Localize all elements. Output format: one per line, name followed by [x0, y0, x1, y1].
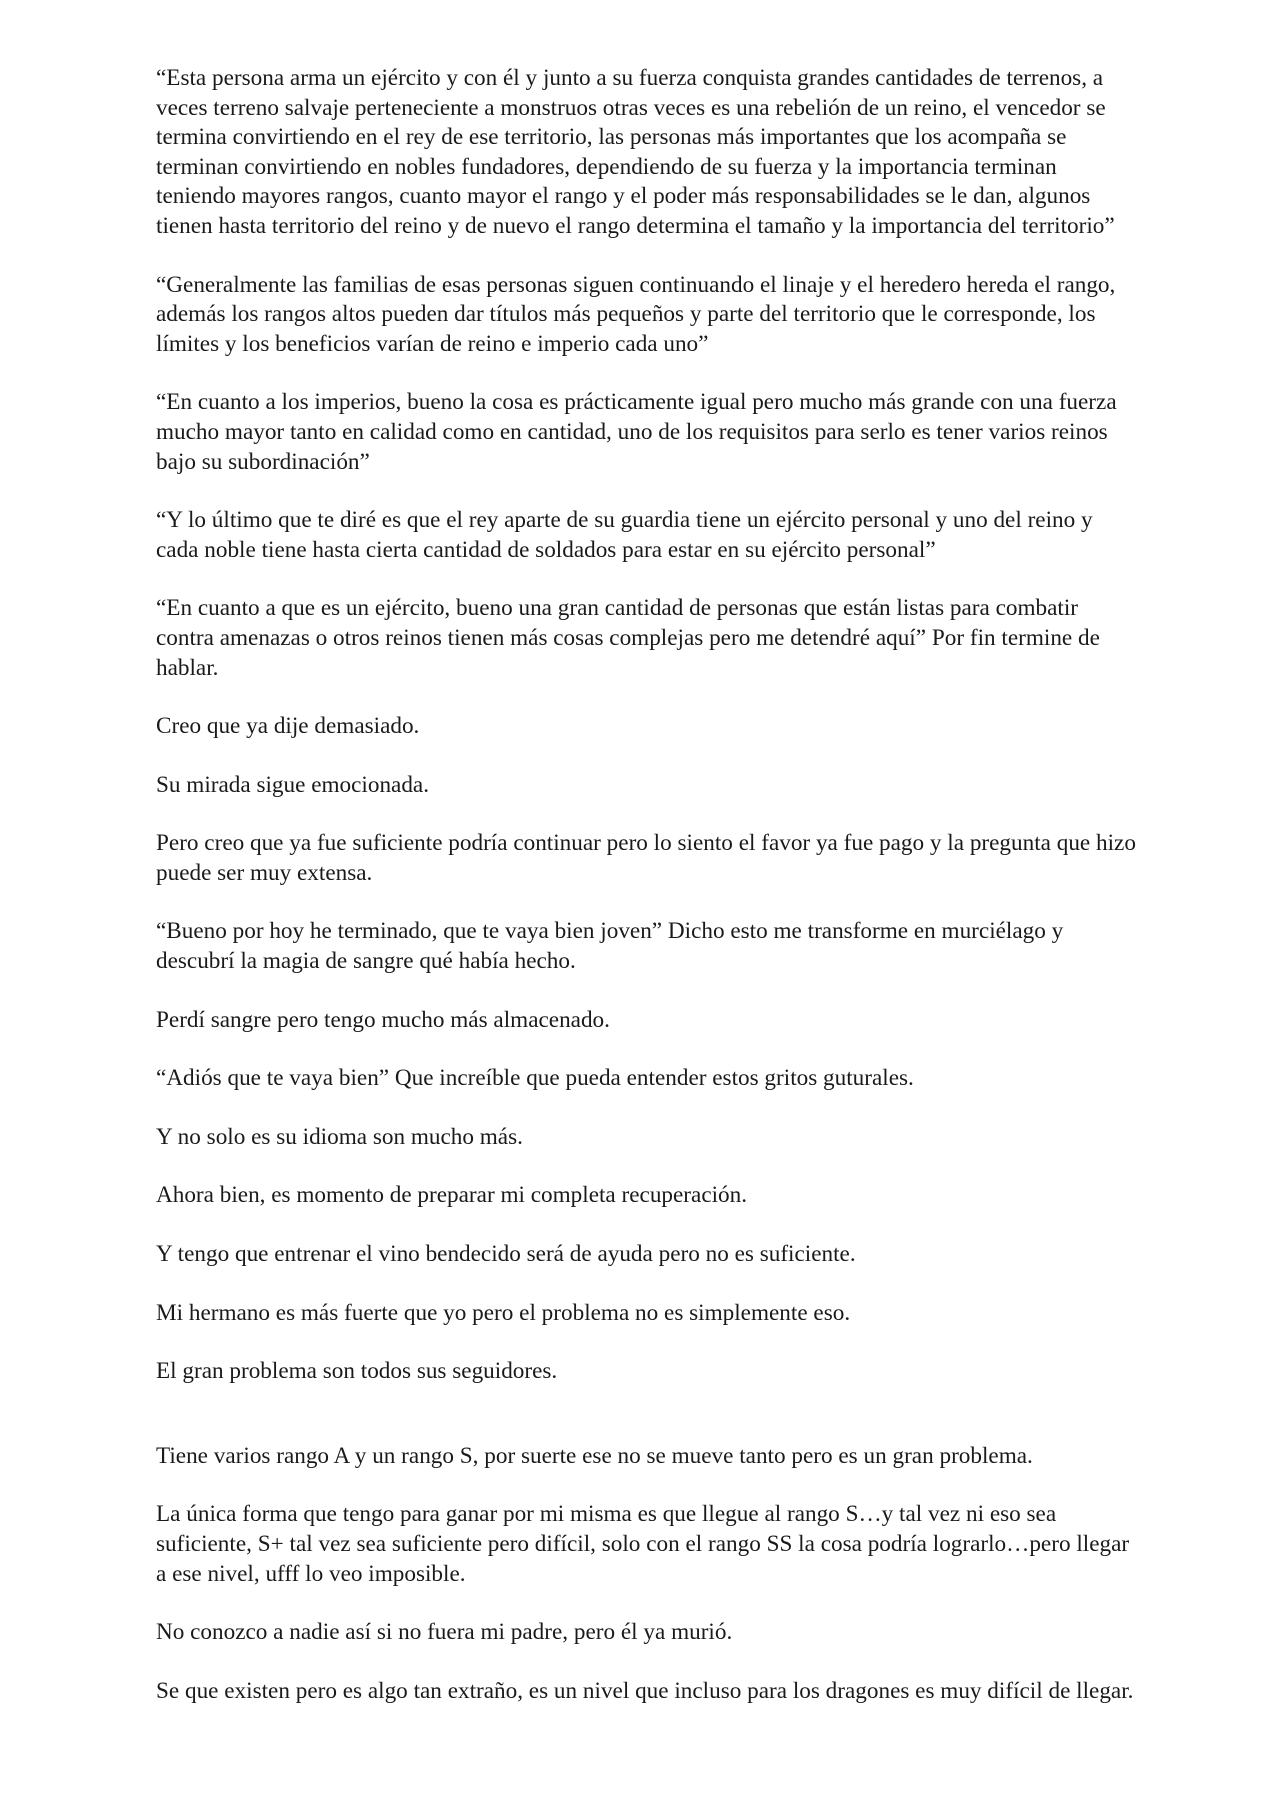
paragraph: Y tengo que entrenar el vino bendecido será de ayuda pero no es suficiente. — [156, 1241, 856, 1268]
paragraph: “Adiós que te vaya bien” Que increíble que pueda entender estos gritos guturales. — [156, 1065, 914, 1092]
paragraph: Se que existen pero es algo tan extraño, es un nivel que incluso para los dragones es muy difícil de llegar. — [156, 1677, 1134, 1704]
paragraph: El gran problema son todos sus seguidores. — [156, 1358, 558, 1385]
paragraph: La única forma que tengo para ganar por mi misma es que llegue al rango S…y tal vez ni eso sea suficiente, S+ tal vez sea suficiente pero difícil, solo con el rango SS la cosa podría lograrlo…pero llegar a ese nivel, ufff lo veo imposible. — [156, 1501, 1130, 1587]
paragraph: “Esta persona arma un ejército y con él y junto a su fuerza conquista grandes cantidades de terrenos, a veces terreno salvaje perteneciente a monstruos otras veces es una rebelión de un reino, el vencedor se termina convirtiendo en el rey de ese territorio, las personas más importantes que los acompaña se terminan convirtiendo en nobles fundadores, dependiendo de su fuerza y la importancia terminan teniendo mayores rangos, cuanto mayor el rango y el poder más responsabilidades se le dan, algunos tienen hasta territorio del reino y de nuevo el rango determina el tamaño y la importancia del territorio” — [156, 65, 1115, 239]
paragraph: Tiene varios rango A y un rango S, por suerte ese no se mueve tanto pero es un gran problema. — [156, 1442, 1033, 1469]
paragraph: Pero creo que ya fue suficiente podría continuar pero lo siento el favor ya fue pago y la pregunta que hizo puede ser muy extensa. — [156, 830, 1136, 886]
paragraph: “Y lo último que te diré es que el rey aparte de su guardia tiene un ejército personal y uno del reino y cada noble tiene hasta cierta cantidad de soldados para estar en su ejército personal” — [156, 507, 1093, 563]
paragraph: “Bueno por hoy he terminado, que te vaya bien joven” Dicho esto me transforme en murciélago y descubrí la magia de sangre qué había hecho. — [156, 918, 1064, 975]
paragraph: “En cuanto a los imperios, bueno la cosa es prácticamente igual pero mucho más grande con una fuerza mucho mayor tanto en calidad como en cantidad, uno de los requisitos para serlo es tener varios reinos bajo su subordinación” — [156, 389, 1117, 475]
paragraph: No conozco a nadie así si no fuera mi padre, pero él ya murió. — [156, 1619, 733, 1646]
paragraph: Perdí sangre pero tengo mucho más almacenado. — [156, 1006, 610, 1033]
paragraph: Creo que ya dije demasiado. — [156, 713, 420, 740]
document-page — [156, 64, 1136, 1706]
paragraph: “Generalmente las familias de esas personas siguen continuando el linaje y el heredero hereda el rango, además los rangos altos pueden dar títulos más pequeños y parte del territorio que le corresponde, los límites y los beneficios varían de reino e imperio cada uno” — [156, 271, 1116, 357]
paragraph: Mi hermano es más fuerte que yo pero el problema no es simplemente eso. — [156, 1299, 851, 1326]
paragraph: Y no solo es su idioma son mucho más. — [156, 1123, 523, 1150]
paragraph: Su mirada sigue emocionada. — [156, 771, 430, 798]
paragraph: Ahora bien, es momento de preparar mi completa recuperación. — [156, 1182, 748, 1209]
paragraph: “En cuanto a que es un ejército, bueno una gran cantidad de personas que están listas para combatir contra amenazas o otros reinos tienen más cosas complejas pero me detendré aquí” Por fin termine de hablar. — [156, 595, 1100, 681]
